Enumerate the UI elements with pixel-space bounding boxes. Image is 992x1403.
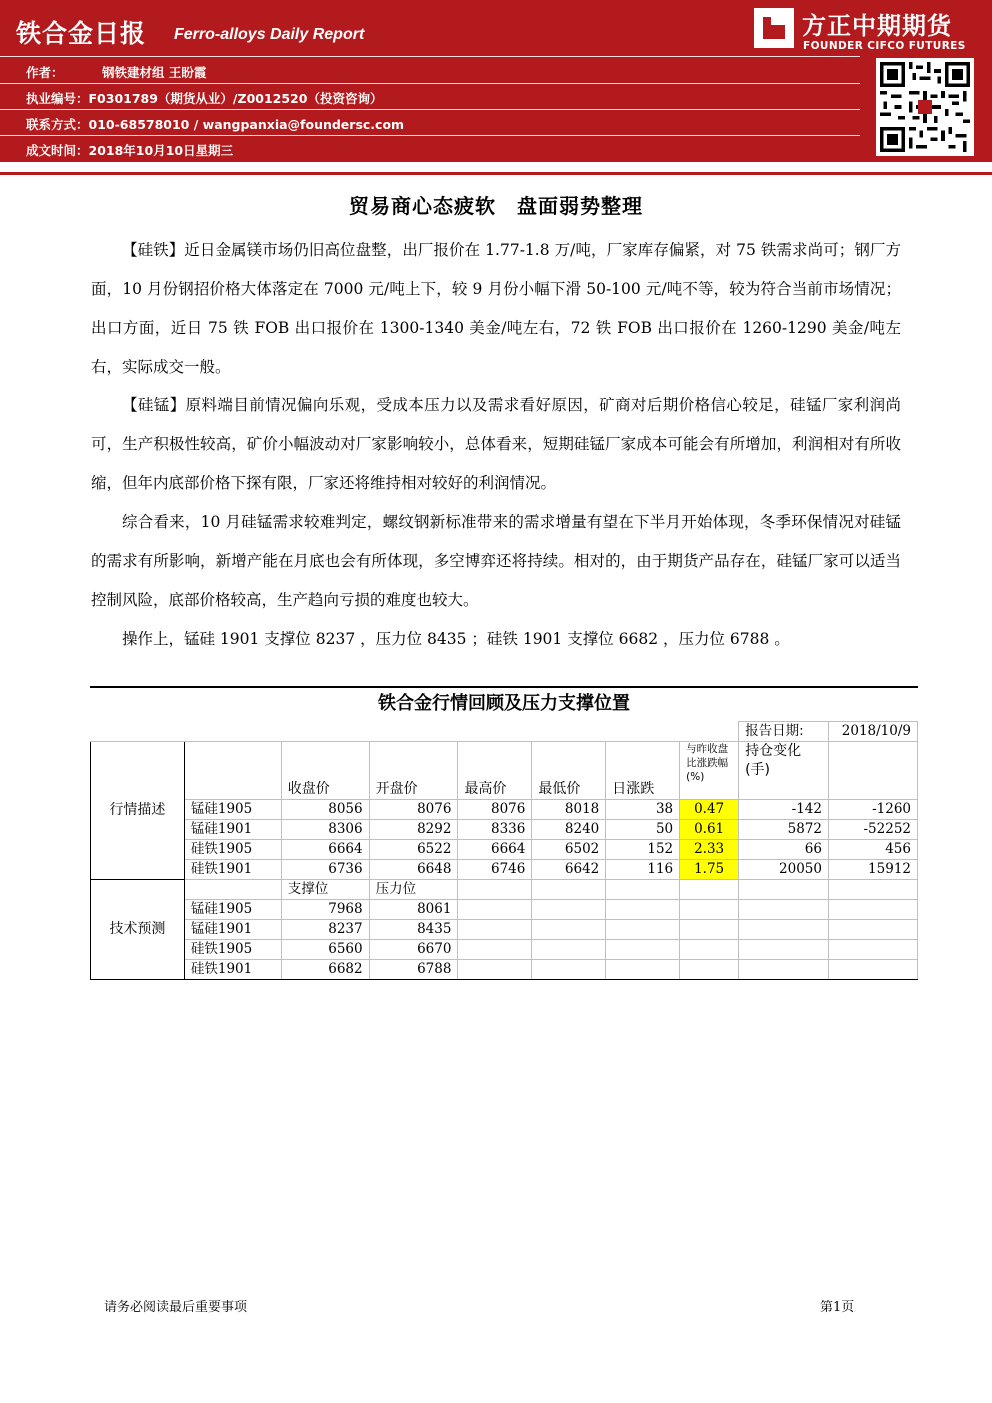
resistance-level: 8435 [369,920,458,940]
low-price: 6642 [532,860,606,880]
oi-change: 20050 [739,860,829,880]
tech-section-label: 技术预测 [91,880,185,980]
footer-notice: 请务必阅读最后重要事项 [104,1300,248,1315]
contact-label: 联系方式： [26,117,89,132]
report-headline: 贸易商心态疲软 盘面弱势整理 [349,194,643,218]
table-title: 铁合金行情回顾及压力支撑位置 [378,693,630,714]
date-value: 2018年10月10日星期三 [88,143,234,158]
header-divider [0,109,860,110]
blank-cell [828,880,917,900]
oi-change: 5872 [739,820,829,840]
open-price: 6648 [369,860,458,880]
report-date-label: 报告日期: [739,722,829,742]
table-row [91,820,918,840]
paragraph-ferrosilicon: 【硅铁】近日金属镁市场仍旧高位盘整，出厂报价在 1.77-1.8 万/吨，厂家库存偏紧，对 75 铁需求尚可；钢厂方面，10 月份钢招价格大体落定在 7000 元/吨上下，较 9 月份小幅下滑 50-100 元/吨不等，较为符合当前市场情况；出口方面，近日 75 铁 FOB 出口报价在 1300-1340 美金/吨左右，72 铁 FOB 出口报价在 1260-1290 美金/吨左右，实际成交一般。 [91,241,901,376]
blank-cell [532,880,606,900]
market-section-label: 行情描述 [91,742,185,880]
company-logo [752,6,982,56]
license-row [26,89,382,107]
contract-name: 锰硅1905 [184,800,281,820]
extra-value: -52252 [828,820,917,840]
oi-change: 66 [739,840,829,860]
report-series-title: 铁合金日报 [16,19,147,48]
header-divider [0,83,860,84]
oi-change: -142 [739,800,829,820]
low-price: 8240 [532,820,606,840]
support-level: 7968 [281,900,369,920]
contract-name: 锰硅1901 [184,920,281,940]
header-divider [0,135,860,136]
report-series-subtitle: Ferro-alloys Daily Report [174,26,365,43]
extra-value: 456 [828,840,917,860]
author-label: 作者： [26,65,64,80]
contact-value: 010-68578010 / wangpanxia@foundersc.com [88,117,405,132]
support-level: 6560 [281,940,369,960]
blank-cell [184,880,281,900]
high-price: 8336 [458,820,532,840]
table-row [91,940,918,960]
paragraph-silicomanganese: 【硅锰】原料端目前情况偏向乐观，受成本压力以及需求看好原因，矿商对后期价格信心较足，硅锰厂家利润尚可，生产积极性较高，矿价小幅波动对厂家影响较小，总体看来，短期硅锰厂家成本可能会有所增加，利润相对有所收缩，但年内底部价格下探有限，厂家还将维持相对较好的利润情况。 [91,396,901,492]
resistance-level: 6788 [369,960,458,980]
blank-cell [458,880,532,900]
col-header-support: 支撑位 [281,880,369,900]
tech-header-row [91,880,918,900]
blank-cell [739,880,829,900]
close-price: 8306 [281,820,369,840]
market-grid [90,721,918,980]
contact-row [26,115,404,133]
date-label: 成文时间： [26,143,89,158]
extra-value: -1260 [828,800,917,820]
col-header-open: 开盘价 [369,742,458,800]
daily-change: 152 [606,840,680,860]
pct-change: 1.75 [680,860,739,880]
page-number: 第1页 [820,1300,855,1315]
contract-name: 锰硅1905 [184,900,281,920]
logo-chinese-name: 方正中期期货 [802,12,952,40]
header-divider [0,56,860,57]
blank-cell [91,722,739,742]
pct-change: 0.61 [680,820,739,840]
col-header-low: 最低价 [532,742,606,800]
high-price: 6746 [458,860,532,880]
daily-change: 116 [606,860,680,880]
contract-name: 硅铁1901 [184,960,281,980]
support-level: 6682 [281,960,369,980]
logo-mark-icon [754,8,794,48]
qr-code-icon [876,58,974,156]
license-value: F0301789（期货从业）/Z0012520（投资咨询） [88,91,383,106]
open-price: 6522 [369,840,458,860]
open-price: 8292 [369,820,458,840]
contract-name: 硅铁1901 [184,860,281,880]
license-label: 执业编号： [26,91,89,106]
col-header-extra [828,742,917,800]
contract-name: 硅铁1905 [184,840,281,860]
col-header-close: 收盘价 [281,742,369,800]
table-row [91,840,918,860]
pct-change: 2.33 [680,840,739,860]
blank-cell [680,880,739,900]
paragraph-operation: 操作上，锰硅 1901 支撑位 8237 ，压力位 8435 ；硅铁 1901 支撑位 6682 ，压力位 6788 。 [122,630,790,648]
table-row [91,920,918,940]
report-header [0,0,992,162]
col-header-high: 最高价 [458,742,532,800]
support-level: 8237 [281,920,369,940]
report-date-value: 2018/10/9 [828,722,917,742]
open-price: 8076 [369,800,458,820]
resistance-level: 8061 [369,900,458,920]
high-price: 8076 [458,800,532,820]
header-accent-line [0,172,992,175]
resistance-level: 6670 [369,940,458,960]
pct-change: 0.47 [680,800,739,820]
close-price: 8056 [281,800,369,820]
date-row [26,141,233,159]
contract-name: 硅铁1905 [184,940,281,960]
blank-cell [606,880,680,900]
contract-name: 锰硅1901 [184,820,281,840]
daily-change: 38 [606,800,680,820]
high-price: 6664 [458,840,532,860]
close-price: 6736 [281,860,369,880]
table-row [91,800,918,820]
market-header-row [91,742,918,800]
col-header-daily-change: 日涨跌 [606,742,680,800]
author-row [26,63,206,81]
table-row [91,900,918,920]
table-row [91,860,918,880]
col-header-oi-change: 持仓变化(手) [739,742,829,800]
paragraph-summary: 综合看来，10 月硅锰需求较难判定，螺纹钢新标准带来的需求增量有望在下半月开始体现，冬季环保情况对硅锰的需求有所影响，新增产能在月底也会有所体现，多空博弈还将持续。相对的，由于期货产品存在，硅锰厂家可以适当控制风险，底部价格较高，生产趋向亏损的难度也较大。 [91,513,901,609]
low-price: 6502 [532,840,606,860]
low-price: 8018 [532,800,606,820]
extra-value: 15912 [828,860,917,880]
col-header-pct-change: 与昨收盘比涨跌幅(%) [680,742,739,800]
blank-cell [184,742,281,800]
table-top-rule [90,686,918,688]
close-price: 6664 [281,840,369,860]
table-row [91,960,918,980]
author-value: 钢铁建材组 王盼霞 [102,65,207,80]
daily-change: 50 [606,820,680,840]
col-header-resistance: 压力位 [369,880,458,900]
report-date-row [91,722,918,742]
logo-english-name: FOUNDER CIFCO FUTURES [803,40,966,52]
